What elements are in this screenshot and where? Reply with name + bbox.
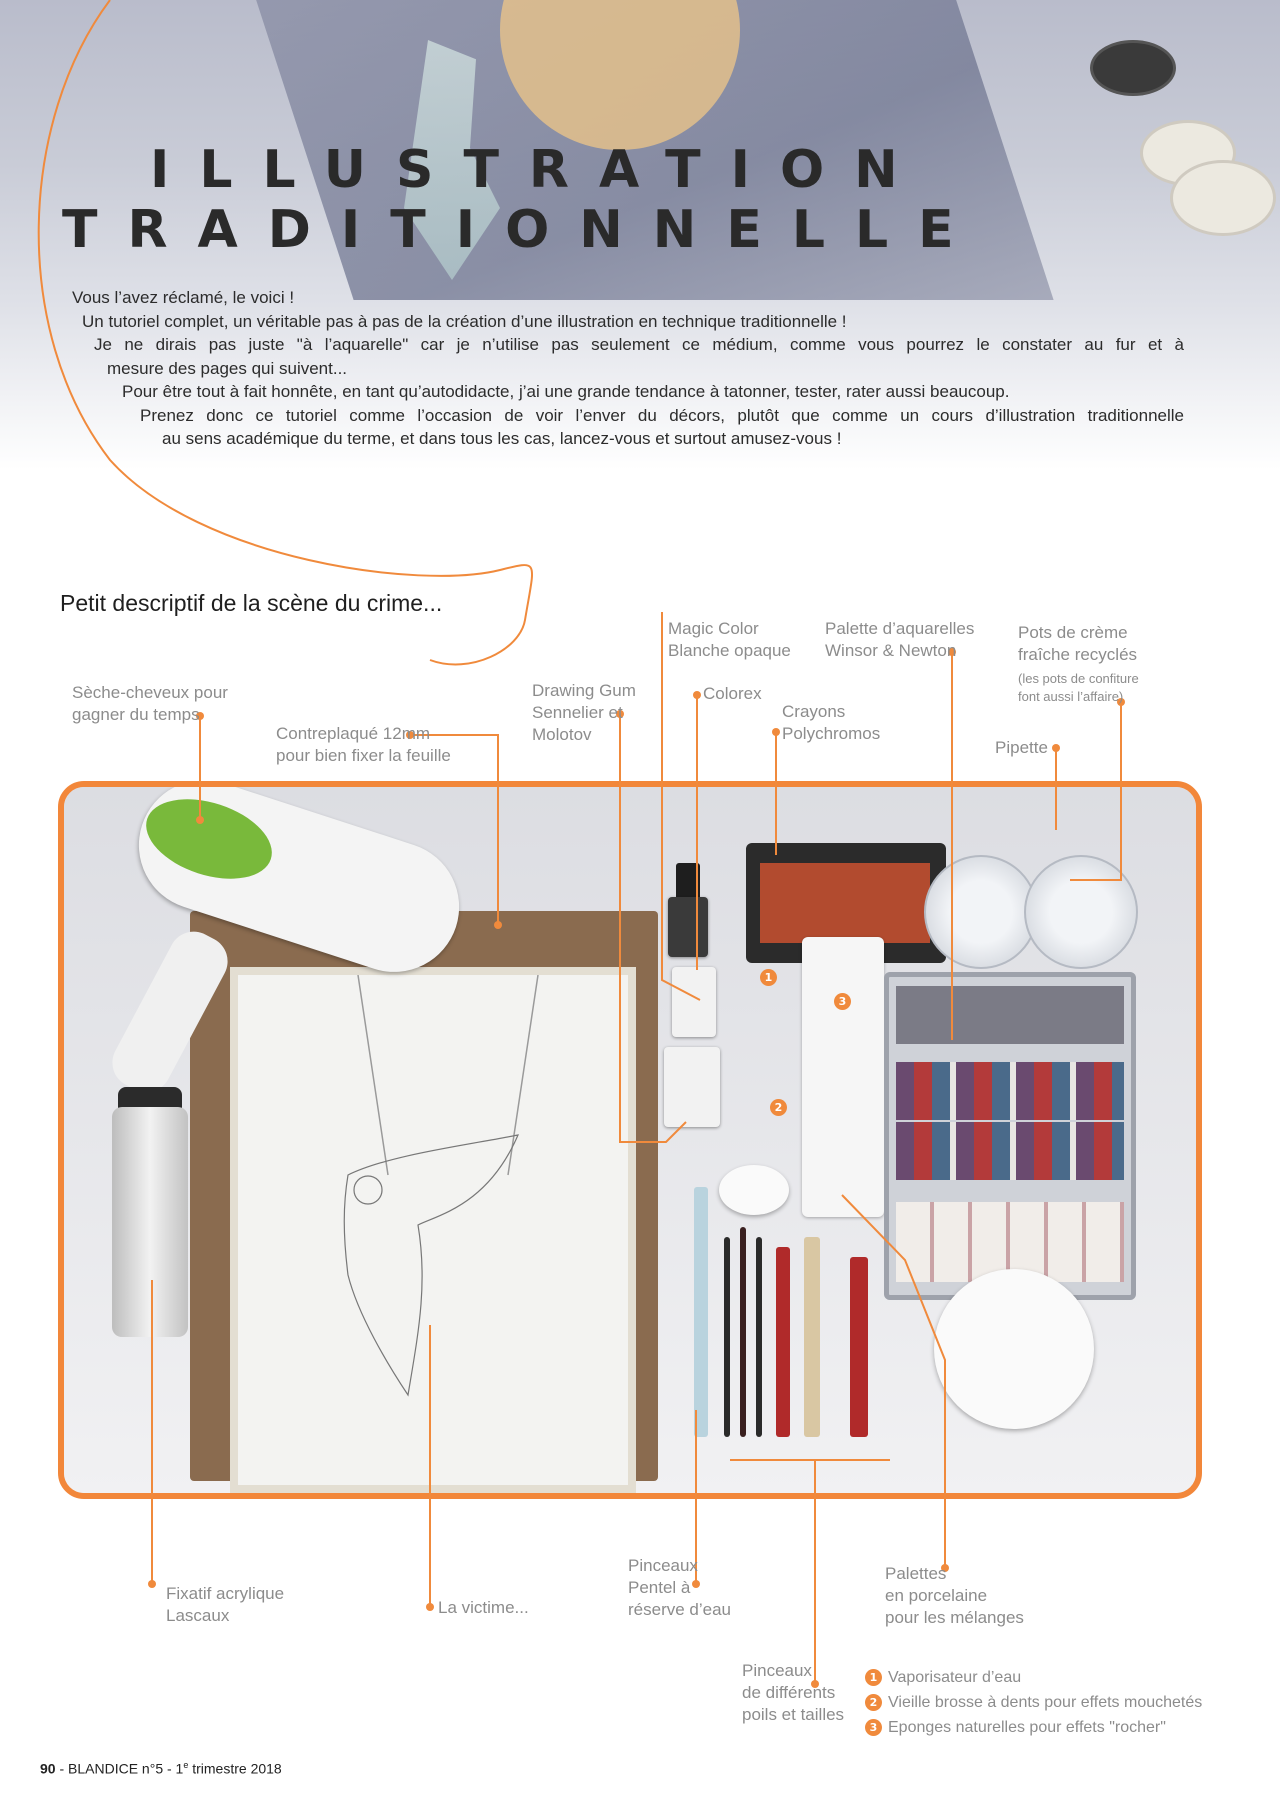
label-pinceaux-pentel	[628, 1555, 731, 1621]
label-line: Lascaux	[166, 1606, 230, 1625]
label-victime	[438, 1597, 529, 1619]
intro-line: au sens académique du terme, et dans tous les cas, lancez-vous et surtout amusez-vous !	[162, 429, 842, 448]
intro-line: Pour être tout à fait honnête, en tant qu’autodidacte, j’ai une grande tendance à tatonner, tester, rater aussi beaucoup.	[122, 382, 1010, 401]
label-line: pour les mélanges	[885, 1608, 1024, 1627]
label-line: La victime...	[438, 1598, 529, 1617]
label-line: Palettes	[885, 1564, 947, 1583]
label-drawing-gum	[532, 680, 636, 746]
label-seche-cheveux	[72, 682, 228, 726]
legend-item	[865, 1690, 1202, 1715]
label-line: Palette d’aquarelles	[825, 619, 975, 638]
marker-3: 3	[834, 993, 851, 1010]
label-line: poils et tailles	[742, 1705, 845, 1724]
label-line: Polychromos	[782, 724, 881, 743]
label-line: Pentel à	[628, 1578, 691, 1597]
label-line: Sennelier et	[532, 703, 623, 722]
footer-text-after: trimestre 2018	[188, 1760, 282, 1777]
marker-1: 1	[760, 969, 777, 986]
label-contreplaque	[276, 723, 451, 767]
legend-number: 2	[865, 1694, 882, 1711]
label-pipette	[995, 737, 1048, 759]
intro-line: Prenez donc ce tutoriel comme l’occasion de voir l’enver du décors, plutôt que comme un cours d’illustration traditionnelle	[140, 405, 1184, 425]
intro-line: Vous l’avez réclamé, le voici !	[72, 288, 295, 307]
intro-line: Je ne dirais pas juste "à l’aquarelle" car je n’utilise pas seulement ce médium, comme vous pourrez le constater au fur et à	[94, 335, 1184, 354]
footer-text: - BLANDICE n°5 - 1	[55, 1760, 184, 1777]
label-line: Fixatif acrylique	[166, 1584, 285, 1603]
label-line: Molotov	[532, 725, 592, 744]
numbered-legend	[865, 1665, 1202, 1740]
legend-number: 1	[865, 1669, 882, 1686]
title-line-1: ILLUSTRATION	[150, 140, 928, 200]
label-line: Pinceaux	[742, 1661, 812, 1680]
label-line: Blanche opaque	[668, 641, 791, 660]
footer-sup: e	[183, 1760, 189, 1770]
label-line: Crayons	[782, 702, 846, 721]
legend-number: 3	[865, 1719, 882, 1736]
label-line: Pots de crème	[1018, 623, 1128, 642]
label-magic-color	[668, 618, 791, 662]
label-line: Winsor & Newton	[825, 641, 957, 660]
label-line: (les pots de confiture	[1018, 671, 1139, 686]
label-line: pour bien fixer la feuille	[276, 746, 451, 765]
title-line-2: TRADITIONNELLE	[62, 200, 984, 260]
marker-2: 2	[770, 1099, 787, 1116]
label-line: en porcelaine	[885, 1586, 988, 1605]
label-colorex	[703, 683, 762, 705]
label-line: gagner du temps	[72, 705, 200, 724]
label-line: Colorex	[703, 684, 762, 703]
label-line: Pipette	[995, 738, 1048, 757]
label-line: de différents	[742, 1683, 836, 1702]
intro-line: Un tutoriel complet, un véritable pas à pas de la création d’une illustration en technique traditionnelle !	[82, 311, 847, 331]
section-title: Petit descriptif de la scène du crime...	[60, 590, 443, 616]
label-fixatif	[166, 1583, 284, 1627]
legend-text: Vieille brosse à dents pour effets mouchetés	[888, 1694, 1203, 1711]
legend-text: Eponges naturelles pour effets "rocher"	[888, 1719, 1166, 1736]
label-line: Magic Color	[668, 619, 759, 638]
intro-line: mesure des pages qui suivent...	[107, 358, 348, 378]
label-pinceaux-poils	[742, 1660, 844, 1726]
label-pots-creme	[1018, 622, 1137, 666]
label-line: font aussi l’affaire)	[1018, 689, 1124, 704]
label-palette-aquarelles	[825, 618, 974, 662]
label-line: Contreplaqué 12mm	[276, 724, 431, 743]
legend-item	[865, 1715, 1202, 1740]
label-line: réserve d’eau	[628, 1600, 732, 1619]
label-palettes-porcelaine	[885, 1563, 1024, 1629]
label-line: Drawing Gum	[532, 681, 636, 700]
label-line: Pinceaux	[628, 1556, 698, 1575]
page-footer	[40, 1760, 282, 1777]
legend-item	[865, 1665, 1202, 1690]
label-pots-creme-note	[1018, 670, 1139, 706]
label-line: fraîche recyclés	[1018, 645, 1138, 664]
label-crayons	[782, 701, 880, 745]
legend-text: Vaporisateur d’eau	[888, 1669, 1022, 1686]
page-number: 90	[40, 1760, 56, 1777]
label-line: Sèche-cheveux pour	[72, 683, 228, 702]
